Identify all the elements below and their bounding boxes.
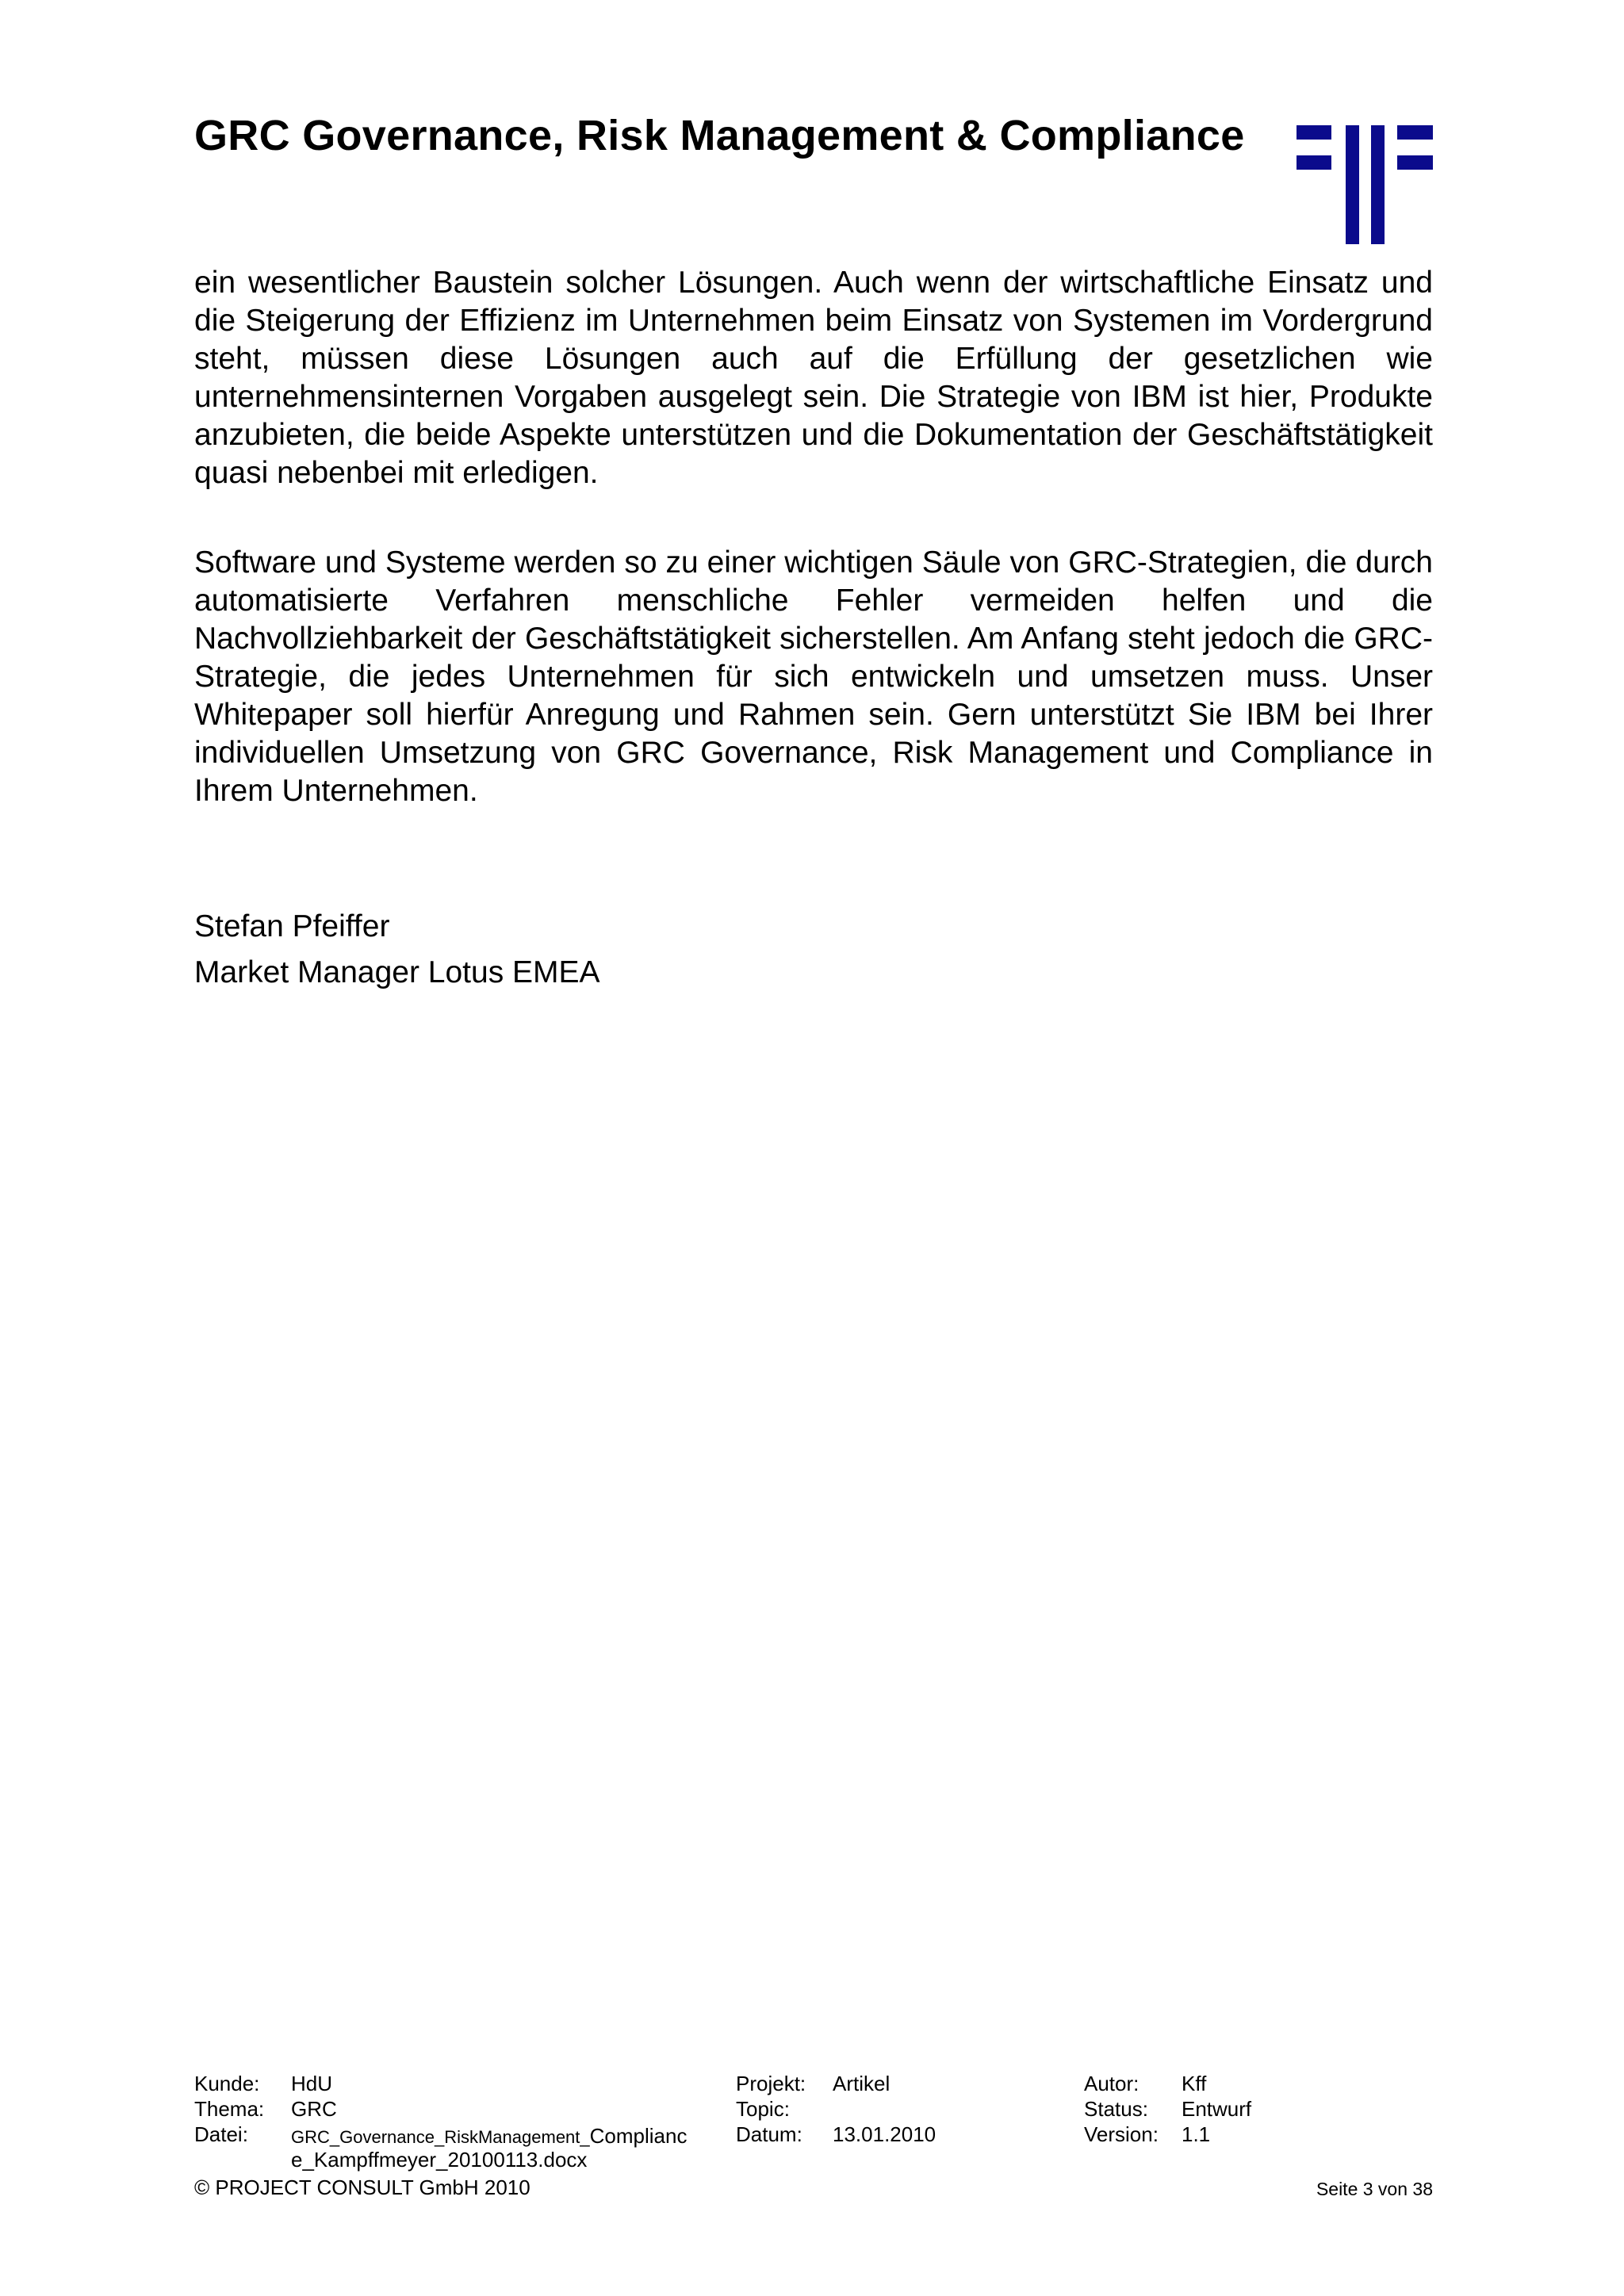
footer-projekt-value: Artikel [833, 2072, 891, 2095]
footer-datei-value-line2: e_Kampffmeyer_20100113.docx [291, 2148, 588, 2172]
footer-autor-value: Kff [1182, 2072, 1207, 2095]
footer-thema-label: Thema: [194, 2097, 265, 2121]
page-number: Seite 3 von 38 [1316, 2179, 1433, 2199]
footer-datei-value-part2: Complianc [589, 2124, 688, 2148]
footer-projekt-label: Projekt: [736, 2072, 806, 2095]
footer-datei-label: Datei: [194, 2122, 248, 2146]
footer-topic-label: Topic: [736, 2097, 790, 2121]
footer-version-value: 1.1 [1182, 2122, 1211, 2146]
footer-status-value: Entwurf [1182, 2097, 1252, 2121]
footer-status-label: Status: [1084, 2097, 1148, 2121]
project-consult-logo-icon [1297, 125, 1433, 244]
footer-autor-label: Autor: [1084, 2072, 1139, 2095]
footer-datum-value: 13.01.2010 [833, 2122, 936, 2146]
signature-name: Stefan Pfeiffer [194, 909, 390, 943]
signature-role: Market Manager Lotus EMEA [194, 955, 600, 989]
footer-datei-value-part1: GRC_Governance_RiskManagement_ [291, 2127, 590, 2147]
footer-datum-label: Datum: [736, 2122, 802, 2146]
footer-kunde-value: HdU [291, 2072, 333, 2095]
page-title: GRC Governance, Risk Management & Compliance [194, 112, 1245, 159]
footer-kunde-label: Kunde: [194, 2072, 260, 2095]
copyright: © PROJECT CONSULT GmbH 2010 [194, 2175, 530, 2199]
footer-thema-value: GRC [291, 2097, 337, 2121]
body-paragraph-2: Software und Systeme werden so zu einer wichtigen Säule von GRC-Strategien, die durch automatisierte Verfahren menschliche Fehler vermeiden helfen und die Nachvollziehbarkeit der Geschäftstätigkeit sicherstellen. Am Anfang steht jedoch die GRC-Strategie, die jedes Unternehmen für sich entwickeln und umsetzen muss. Unser Whitepaper soll hierfür Anregung und Rahmen sein. Gern unterstützt Sie IBM bei Ihrer individuellen Umsetzung von GRC Governance, Risk Management und Compliance in Ihrem Unternehmen. [194, 545, 1433, 808]
footer-version-label: Version: [1084, 2122, 1159, 2146]
footer-datei-value [291, 2123, 687, 2150]
body-paragraph-1: ein wesentlicher Baustein solcher Lösungen. Auch wenn der wirtschaftliche Einsatz und die Steigerung der Effizienz im Unternehmen beim Einsatz von Systemen im Vordergrund steht, müssen diese Lösungen auch auf die Erfüllung der gesetzlichen wie unternehmensinternen Vorgaben ausgelegt sein. Die Strategie von IBM ist hier, Produkte anzubieten, die beide Aspekte unterstützen und die Dokumentation der Geschäftstätigkeit quasi nebenbei mit erledigen. [194, 266, 1433, 490]
